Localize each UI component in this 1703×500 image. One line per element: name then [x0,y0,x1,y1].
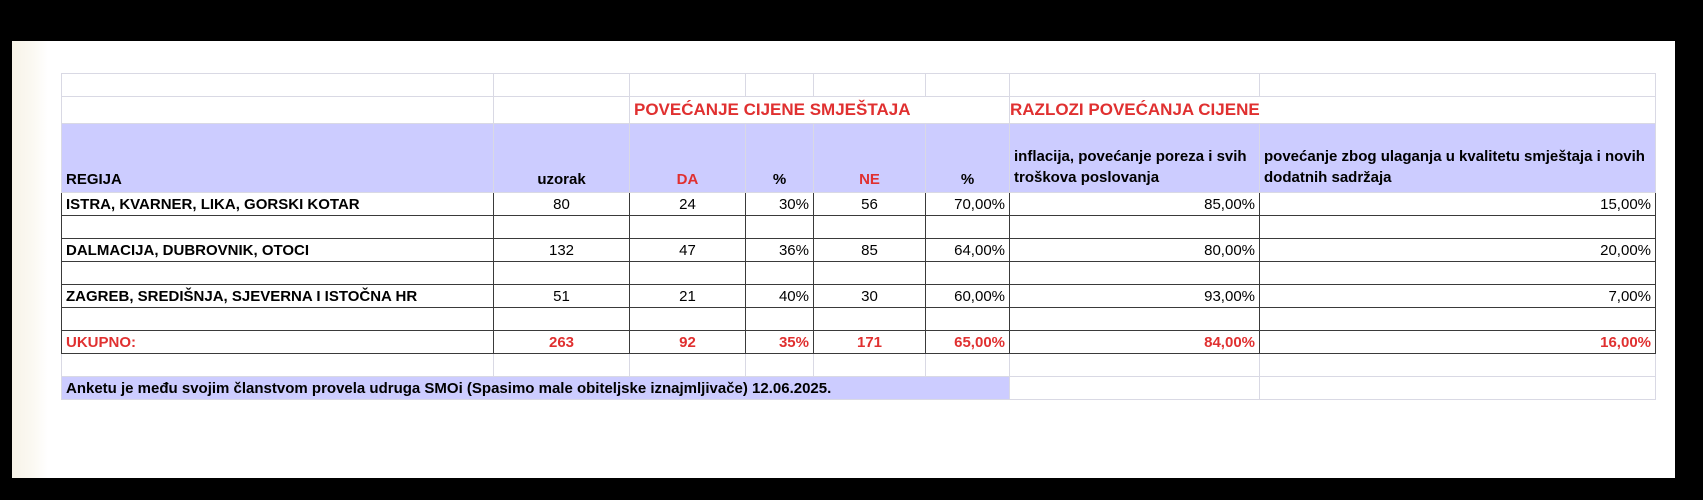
cell-pct-ne[interactable]: 60,00% [926,285,1010,308]
blank-row [62,262,1656,285]
header-da[interactable]: DA [630,124,746,193]
cell-regija[interactable]: ZAGREB, SREDIŠNJA, SJEVERNA I ISTOČNA HR [62,285,494,308]
cell-uzorak[interactable]: 51 [494,285,630,308]
cell-razlog2[interactable]: 15,00% [1260,193,1656,216]
cell-pct-ne[interactable]: 64,00% [926,239,1010,262]
cell-pct-da[interactable]: 40% [746,285,814,308]
cell-total-razlog2[interactable]: 16,00% [1260,331,1656,354]
title-row [62,97,1656,124]
cell-total-label[interactable]: UKUPNO: [62,331,494,354]
header-uzorak[interactable]: uzorak [494,124,630,193]
paper-edge [12,41,48,478]
cell-ne[interactable]: 30 [814,285,926,308]
header-ne[interactable]: NE [814,124,926,193]
cell-razlog2[interactable]: 7,00% [1260,285,1656,308]
cell-da[interactable]: 24 [630,193,746,216]
empty-row [62,74,1656,97]
header-razlog-inflacija[interactable]: inflacija, povećanje poreza i svih troškova poslovanja [1010,124,1260,193]
cell-total-razlog1[interactable]: 84,00% [1010,331,1260,354]
header-regija[interactable]: REGIJA [62,124,494,193]
header-razlog-ulaganja[interactable]: povećanje zbog ulaganja u kvalitetu smještaja i novih dodatnih sadržaja [1260,124,1656,193]
title-price-increase[interactable]: POVEĆANJE CIJENE SMJEŠTAJA [630,97,1010,124]
table-row [62,193,1656,216]
cell-da[interactable]: 21 [630,285,746,308]
cell-total-uzorak[interactable]: 263 [494,331,630,354]
blank-row [62,308,1656,331]
cell-ne[interactable]: 85 [814,239,926,262]
cell-regija[interactable]: ISTRA, KVARNER, LIKA, GORSKI KOTAR [62,193,494,216]
cell-razlog1[interactable]: 93,00% [1010,285,1260,308]
cell-razlog1[interactable]: 80,00% [1010,239,1260,262]
cell-ne[interactable]: 56 [814,193,926,216]
cell-total-pct-ne[interactable]: 65,00% [926,331,1010,354]
header-pct-ne[interactable]: % [926,124,1010,193]
cell-razlog2[interactable]: 20,00% [1260,239,1656,262]
cell-total-da[interactable]: 92 [630,331,746,354]
cell-pct-da[interactable]: 36% [746,239,814,262]
empty-row [62,354,1656,377]
cell-regija[interactable]: DALMACIJA, DUBROVNIK, OTOCI [62,239,494,262]
total-row [62,331,1656,354]
cell-uzorak[interactable]: 80 [494,193,630,216]
survey-table [61,73,1656,400]
table-row [62,239,1656,262]
survey-note[interactable]: Anketu je među svojim članstvom provela udruga SMOi (Spasimo male obiteljske iznajmljivače) 12.06.2025. [62,377,1010,400]
note-row [62,377,1656,400]
cell-pct-ne[interactable]: 70,00% [926,193,1010,216]
header-pct-da[interactable]: % [746,124,814,193]
cell-uzorak[interactable]: 132 [494,239,630,262]
header-row [62,124,1656,193]
spreadsheet-sheet [12,41,1675,478]
cell-razlog1[interactable]: 85,00% [1010,193,1260,216]
title-reasons[interactable]: RAZLOZI POVEĆANJA CIJENE [1010,97,1656,124]
blank-row [62,216,1656,239]
table-row [62,285,1656,308]
cell-total-ne[interactable]: 171 [814,331,926,354]
cell-pct-da[interactable]: 30% [746,193,814,216]
cell-total-pct-da[interactable]: 35% [746,331,814,354]
cell-da[interactable]: 47 [630,239,746,262]
